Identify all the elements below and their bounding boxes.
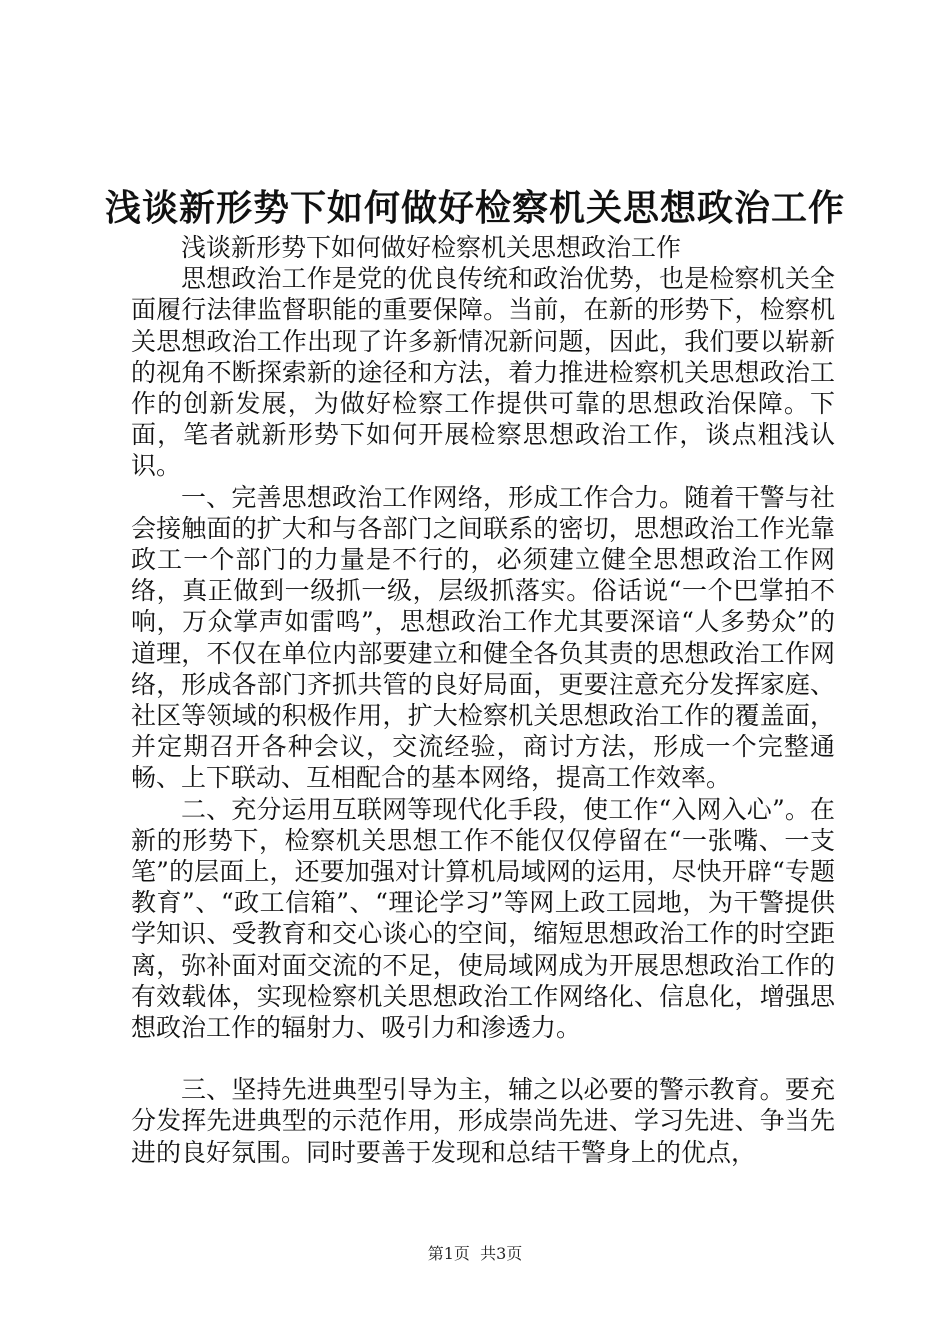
subtitle-paragraph: 浅谈新形势下如何做好检察机关思想政治工作: [181, 233, 682, 262]
section-three-paragraph: 三、坚持先进典型引导为主，辅之以必要的警示教育。要充分发挥先进典型的示范作用，形成崇尚先进、学习先进、争当先进的良好氛围。同时要善于发现和总结干警身上的优点，: [131, 1075, 835, 1167]
document-body: [131, 232, 835, 1168]
page-footer: [0, 1244, 950, 1264]
document-title: 浅谈新形势下如何做好检察机关思想政治工作: [104, 187, 845, 229]
page-number: 第1页: [427, 1244, 470, 1263]
section-two-paragraph: 二、充分运用互联网等现代化手段，使工作“入网入心”。在新的形势下，检察机关思想工作不能仅仅停留在“一张嘴、一支笔”的层面上，还要加强对计算机局域网的运用，尽快开辟“专题教育”、“政工信箱”、“理论学习”等网上政工园地，为干警提供学知识、受教育和交心谈心的空间，缩短思想政治工作的时空距离，弥补面对面交流的不足，使局域网成为开展思想政治工作的有效载体，实现检察机关思想政治工作网络化、信息化，增强思想政治工作的辐射力、吸引力和渗透力。: [131, 794, 835, 1043]
intro-paragraph: 思想政治工作是党的优良传统和政治优势，也是检察机关全面履行法律监督职能的重要保障。当前，在新的形势下，检察机关思想政治工作出现了许多新情况新问题，因此，我们要以崭新的视角不断探索新的途径和方法，着力推进检察机关思想政治工作的创新发展，为做好检察工作提供可靠的思想政治保障。下面，笔者就新形势下如何开展检察思想政治工作，谈点粗浅认识。: [131, 264, 835, 481]
page-total: 共3页: [480, 1244, 523, 1263]
section-one-paragraph: 一、完善思想政治工作网络，形成工作合力。随着干警与社会接触面的扩大和与各部门之间联系的密切，思想政治工作光靠政工一个部门的力量是不行的，必须建立健全思想政治工作网络，真正做到一级抓一级，层级抓落实。俗话说“一个巴掌拍不响，万众掌声如雷鸣”，思想政治工作尤其要深谙“人多势众”的道理，不仅在单位内部要建立和健全各负其责的思想政治工作网络，形成各部门齐抓共管的良好局面，更要注意充分发挥家庭、社区等领域的积极作用，扩大检察机关思想政治工作的覆盖面，并定期召开各种会议，交流经验，商讨方法，形成一个完整通畅、上下联动、互相配合的基本网络，提高工作效率。: [131, 482, 835, 793]
